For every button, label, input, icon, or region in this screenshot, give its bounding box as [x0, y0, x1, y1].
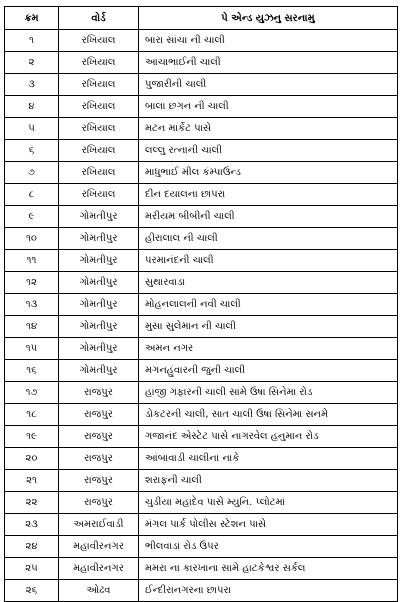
address-cell: પરમાનંદની ચાલી — [139, 250, 398, 272]
ward-cell: ગોમતીપુર — [59, 316, 139, 338]
table-row — [5, 492, 398, 514]
address-cell: શરાફની ચાલી — [139, 470, 398, 492]
address-cell: દીન દયાલના છાપરા — [139, 184, 398, 206]
address-cell: મગનહુંવારની જુની ચાલી — [139, 360, 398, 382]
ward-cell: રાજપુર — [59, 492, 139, 514]
ward-cell: ગોમતીપુર — [59, 272, 139, 294]
serial-number-cell: ૧૧ — [5, 250, 59, 272]
address-cell: ભીલવાડા રોડ ઉપર — [139, 536, 398, 558]
serial-number-cell: ૯ — [5, 206, 59, 228]
table-row — [5, 228, 398, 250]
address-cell: લલ્લુ રત્નાની ચાલી — [139, 140, 398, 162]
table-row — [5, 118, 398, 140]
serial-number-cell: ૧૬ — [5, 360, 59, 382]
table-row — [5, 140, 398, 162]
serial-number-cell: ૨૩ — [5, 514, 59, 536]
header-ward: વોર્ડ — [59, 7, 139, 30]
ward-cell: ગોમતીપુર — [59, 250, 139, 272]
table-row — [5, 96, 398, 118]
serial-number-cell: ૨૦ — [5, 448, 59, 470]
serial-number-cell: ૧૩ — [5, 294, 59, 316]
table-row — [5, 294, 398, 316]
serial-number-cell: ૨૪ — [5, 536, 59, 558]
address-cell: હાજી ગફારની ચાલી સામે ઉષા સિનેમા રોડ — [139, 382, 398, 404]
table-row — [5, 250, 398, 272]
address-cell: પુજારીની ચાલી — [139, 74, 398, 96]
serial-number-cell: ૨૫ — [5, 558, 59, 580]
serial-number-cell: ૧૪ — [5, 316, 59, 338]
table-row — [5, 206, 398, 228]
table-row — [5, 316, 398, 338]
address-cell: બારા સાંચા ની ચાલી — [139, 30, 398, 52]
table-row — [5, 360, 398, 382]
address-cell: મરીયમ બીબીની ચાલી — [139, 206, 398, 228]
serial-number-cell: ૧૭ — [5, 382, 59, 404]
ward-cell: રખિયાલ — [59, 118, 139, 140]
ward-cell: રખિયાલ — [59, 184, 139, 206]
ward-cell: ઓઢવ — [59, 580, 139, 602]
address-cell: અમન નગર — [139, 338, 398, 360]
address-cell: ડોકટરની ચાલી, સાત ચાલી ઉષા સિનેમા સનમે — [139, 404, 398, 426]
ward-cell: અમરાઈવાડી — [59, 514, 139, 536]
table-row — [5, 448, 398, 470]
ward-cell: રાજપુર — [59, 470, 139, 492]
address-cell: મોહનલાલની નવી ચાલી — [139, 294, 398, 316]
table-row — [5, 558, 398, 580]
ward-cell: રાજપુર — [59, 448, 139, 470]
table-body — [5, 30, 398, 602]
serial-number-cell: ૧૮ — [5, 404, 59, 426]
ward-cell: ગોમતીપુર — [59, 360, 139, 382]
address-cell: મમરા ના કારખાના સામે હાટકેશ્વર સર્કલ — [139, 558, 398, 580]
ward-cell: રખિયાલ — [59, 140, 139, 162]
serial-number-cell: ૧૨ — [5, 272, 59, 294]
ward-cell: રાજપુર — [59, 404, 139, 426]
serial-number-cell: ૨૧ — [5, 470, 59, 492]
pay-and-use-table — [4, 6, 398, 602]
address-cell: મુસા સુલેમાન ની ચાલી — [139, 316, 398, 338]
address-cell: બાલા છગન ની ચાલી — [139, 96, 398, 118]
address-cell: ચુડીયા મહાદેવ પાસે મ્યુનિ. પ્લોટમાં — [139, 492, 398, 514]
table-row — [5, 272, 398, 294]
ward-cell: મહાવીરનગર — [59, 558, 139, 580]
ward-cell: મહાવીરનગર — [59, 536, 139, 558]
table-row — [5, 536, 398, 558]
address-cell: માધુભાઈ મીલ કંમ્પાઉન્ડ — [139, 162, 398, 184]
serial-number-cell: ૬ — [5, 140, 59, 162]
table-row — [5, 338, 398, 360]
address-cell: ઈન્દીરાનગરના છાપરા — [139, 580, 398, 602]
table-row — [5, 404, 398, 426]
serial-number-cell: ૪ — [5, 96, 59, 118]
ward-cell: રાજપુર — [59, 426, 139, 448]
ward-cell: ગોમતીપુર — [59, 228, 139, 250]
table-header-row — [5, 7, 398, 30]
document-sheet — [4, 6, 397, 602]
serial-number-cell: ૧૯ — [5, 426, 59, 448]
table-row — [5, 162, 398, 184]
serial-number-cell: ૨૬ — [5, 580, 59, 602]
serial-number-cell: ૮ — [5, 184, 59, 206]
serial-number-cell: ૧૦ — [5, 228, 59, 250]
ward-cell: રાજપુર — [59, 382, 139, 404]
table-row — [5, 580, 398, 602]
table-row — [5, 514, 398, 536]
ward-cell: ગોમતીપુર — [59, 338, 139, 360]
table-row — [5, 382, 398, 404]
address-cell: મટન માર્કેટ પાસે — [139, 118, 398, 140]
table-row — [5, 470, 398, 492]
header-serial: ક્રમ — [5, 7, 59, 30]
serial-number-cell: ૭ — [5, 162, 59, 184]
address-cell: સુથારવાડા — [139, 272, 398, 294]
serial-number-cell: ૨ — [5, 52, 59, 74]
ward-cell: રખિયાલ — [59, 52, 139, 74]
serial-number-cell: ૩ — [5, 74, 59, 96]
table-row — [5, 184, 398, 206]
ward-cell: ગોમતીપુર — [59, 206, 139, 228]
serial-number-cell: ૫ — [5, 118, 59, 140]
ward-cell: રખિયાલ — [59, 162, 139, 184]
ward-cell: રખિયાલ — [59, 96, 139, 118]
address-cell: ગજાનંદ એસ્ટેટ પાસે નાગરવેલ હનુમાન રોડ — [139, 426, 398, 448]
address-cell: મંગલ પાર્ક પોલીસ સ્ટેશન પાસે — [139, 514, 398, 536]
table-row — [5, 30, 398, 52]
ward-cell: ગોમતીપુર — [59, 294, 139, 316]
serial-number-cell: ૨૨ — [5, 492, 59, 514]
address-cell: આચાભાઈની ચાલી — [139, 52, 398, 74]
ward-cell: રખિયાલ — [59, 74, 139, 96]
ward-cell: રખિયાલ — [59, 30, 139, 52]
serial-number-cell: ૧ — [5, 30, 59, 52]
table-row — [5, 74, 398, 96]
table-row — [5, 52, 398, 74]
serial-number-cell: ૧૫ — [5, 338, 59, 360]
address-cell: આંબાવાડી ચાલીના નાકે — [139, 448, 398, 470]
table-row — [5, 426, 398, 448]
address-cell: હીરાલાલ ની ચાલી — [139, 228, 398, 250]
header-address: પે એન્ડ યુઝનુ સરનામુ — [139, 7, 398, 30]
